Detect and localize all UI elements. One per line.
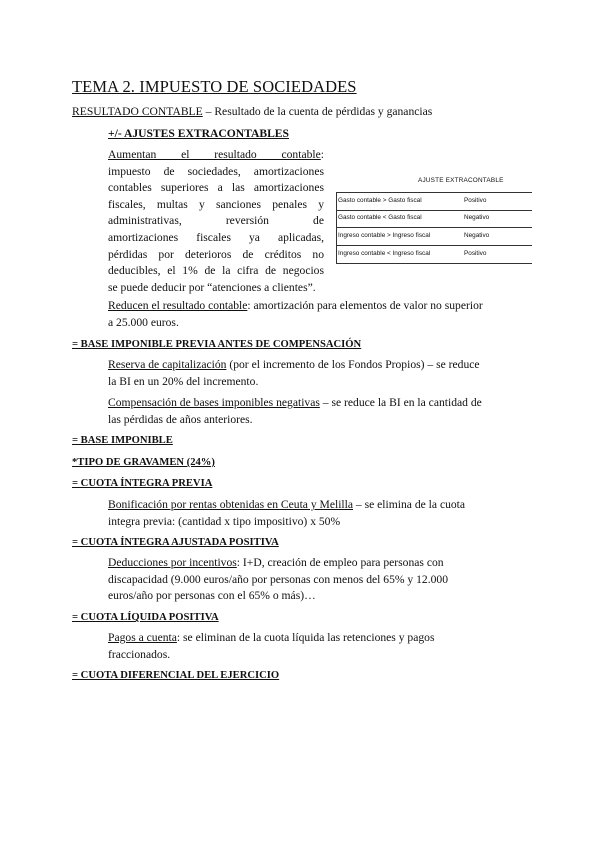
aumentan-first-line: Aumentan el resultado contable: <box>108 148 324 161</box>
reducen-line-2: a 25.000 euros. <box>108 315 179 329</box>
tipo-gravamen-heading <box>72 457 215 468</box>
tipo-gravamen-text: *TIPO DE GRAVAMEN (24%) <box>72 457 215 468</box>
pagos-paragraph <box>108 630 528 663</box>
ajuste-extracontable-table <box>336 175 532 267</box>
compensacion-text: – se reduce la BI en la cantidad de <box>319 396 482 409</box>
aumentan-line: fiscales, multas y sanciones penales y <box>108 197 324 211</box>
aumentan-line: administrativas, reversión de <box>108 214 324 228</box>
reserva-line-2: la BI en un 20% del incremento. <box>108 374 259 388</box>
pagos-line-2: fraccionados. <box>108 647 171 661</box>
ajuste-table-header: AJUSTE EXTRACONTABLE <box>418 177 504 184</box>
cuota-integra-previa-heading <box>72 478 212 489</box>
table-cell-result: Negativo <box>464 232 490 239</box>
aumentan-line: se puede deducir por “atenciones a clientes”. <box>108 280 316 294</box>
cuota-diferencial-text: = CUOTA DIFERENCIAL DEL EJERCICIO <box>72 670 280 681</box>
reducen-label: Reducen el resultado contable <box>108 299 248 312</box>
pagos-text: : se eliminan de la cuota líquida las retenciones y pagos <box>176 631 435 644</box>
table-cell-result: Positivo <box>464 197 487 204</box>
cuota-liquida-text: = CUOTA LÍQUIDA POSITIVA <box>72 612 219 623</box>
reducen-paragraph <box>108 298 528 331</box>
cuota-integra-previa-text: = CUOTA ÍNTEGRA PREVIA <box>72 478 213 489</box>
reserva-text: (por el incremento de los Fondos Propios) – se reduce <box>226 358 480 371</box>
table-row <box>336 210 532 228</box>
bonificacion-line-1 <box>108 497 528 514</box>
table-cell-condition: Gasto contable < Gasto fiscal <box>338 214 422 221</box>
compensacion-line-2: las pérdidas de años anteriores. <box>108 412 253 426</box>
base-imponible-heading <box>72 435 173 446</box>
page-title: TEMA 2. IMPUESTO DE SOCIEDADES <box>72 77 357 96</box>
deducciones-label: Deducciones por incentivos <box>108 556 237 569</box>
resultado-contable-text: – Resultado de la cuenta de pérdidas y ganancias <box>202 105 433 118</box>
bonificacion-text: – se elimina de la cuota <box>353 498 466 511</box>
bonificacion-paragraph <box>108 497 528 530</box>
ajustes-heading-text: +/- AJUSTES EXTRACONTABLES <box>108 127 289 140</box>
aumentan-line: pérdidas por deterioros de créditos no <box>108 247 324 261</box>
bonificacion-line-2: integra previa: (cantidad x tipo impositivo) x 50% <box>108 514 341 528</box>
resultado-contable-line <box>72 104 432 120</box>
compensacion-paragraph <box>108 395 528 428</box>
cuota-ajustada-text: = CUOTA ÍNTEGRA AJUSTADA POSITIVA <box>72 537 279 548</box>
aumentan-line: amortizaciones fiscales ya aplicadas, <box>108 230 324 244</box>
bi-previa-heading <box>72 339 361 350</box>
ajustes-heading <box>108 126 289 142</box>
reducen-line-1 <box>108 298 528 315</box>
table-cell-condition: Gasto contable > Gasto fiscal <box>338 197 422 204</box>
pagos-line-1 <box>108 630 528 647</box>
compensacion-line-1 <box>108 395 528 412</box>
deducciones-line-1 <box>108 555 528 572</box>
bonificacion-label: Bonificación por rentas obtenidas en Ceuta y Melilla <box>108 498 354 511</box>
cuota-diferencial-heading <box>72 670 279 681</box>
table-row <box>336 246 532 264</box>
reducen-text: : amortización para elementos de valor no superior <box>247 299 483 312</box>
deducciones-text: : I+D, creación de empleo para personas con <box>236 556 444 569</box>
deducciones-paragraph <box>108 555 528 605</box>
compensacion-label: Compensación de bases imponibles negativas <box>108 396 320 409</box>
aumentan-paragraph <box>108 147 324 296</box>
cuota-liquida-heading <box>72 612 219 623</box>
table-cell-result: Positivo <box>464 250 487 257</box>
aumentan-line: deducibles, el 1% de la cifra de negocios <box>108 264 324 278</box>
table-cell-condition: Ingreso contable > Ingreso fiscal <box>338 232 431 239</box>
deducciones-line-3: euros/año por personas con el 65% o más)… <box>108 589 316 603</box>
table-row <box>336 228 532 246</box>
reserva-paragraph <box>108 357 528 390</box>
aumentan-label: Aumentan el resultado contable <box>108 148 321 161</box>
aumentan-line: impuesto de sociedades, amortizaciones <box>108 164 324 178</box>
reserva-label: Reserva de capitalización <box>108 358 227 371</box>
base-imponible-text: = BASE IMPONIBLE <box>72 435 173 446</box>
table-cell-result: Negativo <box>464 214 490 221</box>
aumentan-line: contables superiores a las amortizaciones <box>108 181 324 195</box>
bi-previa-text: = BASE IMPONIBLE PREVIA ANTES DE COMPENSACIÓN <box>72 339 362 350</box>
table-cell-condition: Ingreso contable < Ingreso fiscal <box>338 250 431 257</box>
reserva-line-1 <box>108 357 528 374</box>
table-row <box>336 192 532 211</box>
cuota-ajustada-heading <box>72 537 279 548</box>
pagos-label: Pagos a cuenta <box>108 631 177 644</box>
deducciones-line-2: discapacidad (9.000 euros/año por personas con menos del 65% y 12.000 <box>108 572 449 586</box>
resultado-contable-label: RESULTADO CONTABLE <box>72 105 203 118</box>
